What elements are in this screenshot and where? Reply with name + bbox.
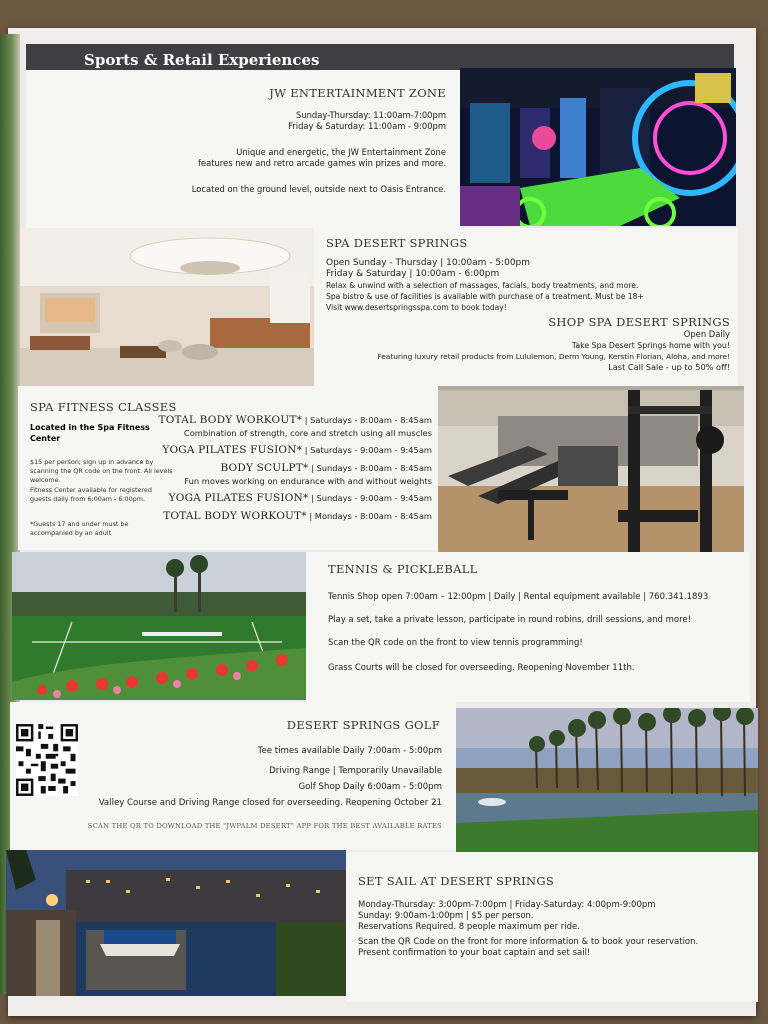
sail-hours-sunday: Sunday: 9:00am-1:00pm | $5 per person. (358, 911, 534, 921)
fitness-price: $15 per person; sign up in advance by scanning the QR code on the front. All levels welcome. (30, 458, 173, 484)
class-name: YOGA PILATES FUSION* (162, 444, 303, 456)
spa-hours-weekend: Friday & Saturday | 10:00am - 6:00pm (326, 269, 500, 279)
sail-panel (346, 852, 758, 1002)
golf-course-photo (456, 708, 758, 866)
spa-panel (314, 228, 738, 386)
sail-qr-note: Scan the QR Code on the front for more information & to book your reservation. (358, 937, 699, 947)
entertainment-hours-weekday: Sunday-Thursday: 11:00am-7:00pm (296, 110, 446, 120)
entertainment-hours-weekend: Friday & Saturday: 11:00am - 9:00pm (288, 121, 446, 131)
class-name: YOGA PILATES FUSION* (168, 492, 309, 504)
fitness-location: Located in the Spa Fitness Center (30, 423, 150, 443)
fitness-center-hours: Fitness Center available for registered guests daily from 6:00am - 6:00pm. (30, 486, 152, 503)
class-name: BODY SCULPT* (220, 462, 309, 474)
fitness-panel (18, 386, 438, 550)
entertainment-desc-1: Unique and energetic, the JW Entertainment Zone (236, 147, 446, 157)
sail-title: SET SAIL AT DESERT SPRINGS (358, 874, 555, 888)
spa-shop-title: SHOP SPA DESERT SPRINGS (548, 315, 730, 329)
spa-shop-line-2: Featuring luxury retail products from Lululemon, Derm Young, Kerstin Florian, Aloha, and more! (377, 352, 730, 361)
tennis-title: TENNIS & PICKLEBALL (328, 562, 478, 576)
golf-app-note: SCAN THE QR TO DOWNLOAD THE "JWPALM DESERT" APP FOR THE BEST AVAILABLE RATES (87, 822, 442, 830)
entertainment-panel (26, 70, 460, 228)
spa-hours-weekday: Open Sunday - Thursday | 10:00am - 5:00pm (326, 258, 531, 268)
golf-panel (10, 702, 456, 850)
class-description: Fun moves working on endurance with and without weights (184, 476, 432, 486)
fitness-title: SPA FITNESS CLASSES (30, 400, 177, 414)
entertainment-location: Located on the ground level, outside next to Oasis Entrance. (191, 184, 446, 194)
class-time: | Sundays - 9:00am - 9:45am (308, 493, 432, 503)
spa-title: SPA DESERT SPRINGS (326, 236, 468, 250)
golf-driving-range: Driving Range | Temporarily Unavailable (269, 766, 442, 776)
class-time: | Saturdays - 8:00am - 8:45am (302, 415, 432, 425)
golf-tee-times: Tee times available Daily 7:00am - 5:00pm (257, 746, 442, 756)
class-time: | Sundays - 8:00am - 8:45am (308, 463, 432, 473)
tennis-line-1: Tennis Shop open 7:00am – 12:00pm | Daily | Rental equipment available | 760.341.1893 (328, 592, 709, 602)
spa-shop-line-1: Take Spa Desert Springs home with you! (571, 341, 730, 350)
spa-desc-2: Spa bistro & use of facilities is available with purchase of a treatment. Must be 18+ (326, 292, 644, 301)
class-row (163, 510, 432, 522)
class-description: Combination of strength, core and stretch using all muscles (183, 428, 432, 438)
fitness-guest-note: *Guests 17 and under must be accompanied by an adult (30, 520, 129, 537)
sail-reservations: Reservations Required. 8 people maximum per ride. (358, 922, 580, 932)
boat-canal-photo (6, 850, 346, 996)
spa-desc-3: Visit www.desertspringsspa.com to book today! (326, 303, 507, 312)
class-name: TOTAL BODY WORKOUT* (158, 414, 303, 426)
spa-shop-hours: Open Daily (683, 329, 730, 339)
class-row (162, 444, 432, 456)
entertainment-title: JW ENTERTAINMENT ZONE (269, 86, 446, 100)
sail-confirmation: Present confirmation to your boat captain and set sail! (358, 948, 591, 958)
qr-code[interactable] (16, 724, 78, 796)
sail-hours-weekday: Monday-Thursday: 3:00pm-7:00pm | Friday-Saturday: 4:00pm-9:00pm (358, 900, 656, 910)
tennis-line-4: Grass Courts will be closed for overseeding. Reopening November 11th. (328, 663, 635, 673)
gym-photo (438, 386, 744, 552)
tennis-line-3: Scan the QR code on the front to view tennis programming! (328, 638, 583, 648)
tennis-court-photo (12, 552, 306, 700)
class-row (220, 462, 432, 474)
class-row (159, 414, 432, 426)
spa-lobby-photo (20, 228, 314, 386)
entertainment-desc-2: features new and retro arcade games win prizes and more. (197, 158, 446, 168)
tennis-line-2: Play a set, take a private lesson, participate in round robins, drill sessions, and more! (328, 615, 692, 625)
class-time: | Saturdays - 9:00am - 9:45am (302, 445, 432, 455)
golf-closure: Valley Course and Driving Range closed for overseeding. Reopening October 21 (98, 798, 442, 808)
golf-title: DESERT SPRINGS GOLF (286, 718, 440, 732)
arcade-photo (460, 68, 736, 226)
spa-shop-line-3: Last Call Sale - up to 50% off! (608, 362, 730, 372)
tennis-panel (306, 552, 750, 702)
section-title: Sports & Retail Experiences (84, 51, 320, 69)
golf-shop-hours: Golf Shop Daily 6:00am - 5:00pm (298, 782, 442, 792)
class-row (169, 492, 432, 504)
class-time: | Mondays - 8:00am - 8:45am (306, 511, 432, 521)
class-name: TOTAL BODY WORKOUT* (163, 510, 307, 522)
spa-desc-1: Relax & unwind with a selection of massages, facials, body treatments, and more. (326, 281, 639, 290)
